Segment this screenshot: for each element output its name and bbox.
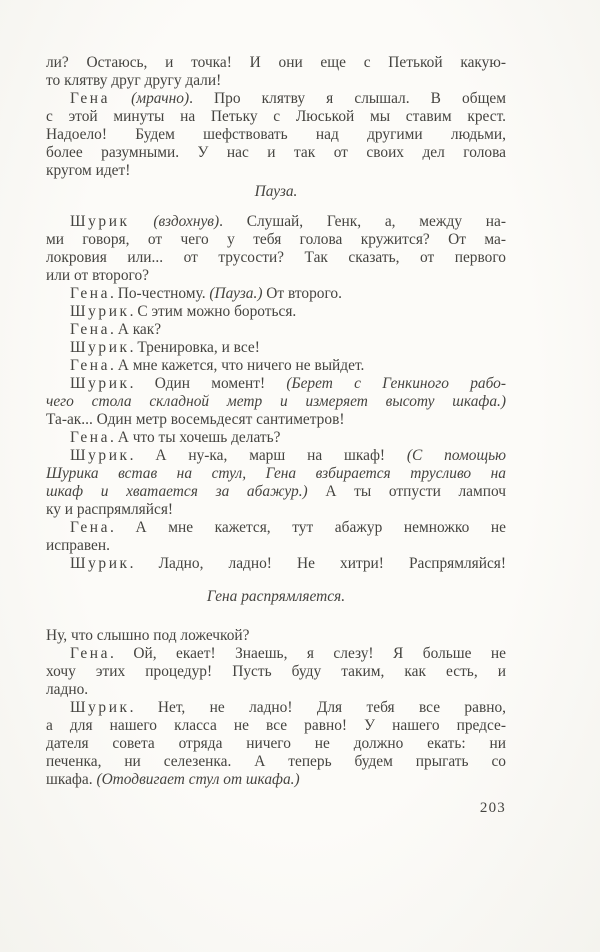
text-segment: А ты отпусти лампоч (307, 483, 506, 500)
text-segment: . Тренировка, и все! (129, 339, 260, 356)
text-segment: или от второго? (46, 267, 150, 284)
text-segment: локровия или... от трусости? Так сказать, от первого (46, 249, 506, 266)
text-line (46, 339, 506, 357)
text-segment: (Отодвигает стул от шкафа.) (96, 771, 300, 788)
text-segment: . Нет, не ладно! Для тебя все равно, (129, 699, 506, 716)
text-line (46, 357, 506, 375)
text-line (46, 303, 506, 321)
text-line (46, 411, 506, 429)
text-line (46, 483, 506, 501)
text-segment: . Один момент! (129, 375, 287, 392)
text-segment: ли? Остаюсь, и точка! И они еще с Петькой какую- (46, 54, 506, 71)
text-segment: шкаф и хватается за абажур.) (46, 483, 308, 500)
text-segment: . А как? (110, 321, 162, 338)
text-segment: Надоело! Будем шефствовать над другими людьми, (46, 126, 506, 143)
text-line (46, 681, 506, 699)
text-segment: печенка, ни селезенка. А теперь будем прыгать со (46, 753, 506, 770)
text-segment: (вздохнув) (153, 213, 220, 230)
text-segment: . А что ты хочешь делать? (110, 429, 281, 446)
speaker-name: Гена (70, 519, 111, 536)
speaker-name: Шурик (70, 447, 130, 464)
text-segment: . По-честному. (110, 285, 210, 302)
text-segment: . А ну-ка, марш на шкаф! (129, 447, 407, 464)
speaker-name: Гена (70, 645, 111, 662)
text-line (46, 555, 506, 573)
stage-direction (46, 183, 506, 201)
text-segment: (мрачно) (131, 90, 190, 107)
text-segment: дателя совета отряда ничего не должно екать: ни (46, 735, 506, 752)
text-line (46, 90, 506, 108)
text-line (46, 537, 506, 555)
text-line (46, 162, 506, 180)
text-line (46, 465, 506, 483)
text-segment: то клятву друг другу дали! (46, 72, 222, 89)
text-segment: исправен. (46, 537, 110, 554)
text-segment (110, 90, 131, 107)
text-segment: Пауза. (254, 183, 298, 200)
stage-direction (46, 588, 506, 606)
text-segment: Та-ак... Один метр восемьдесят сантиметров! (46, 411, 345, 428)
speaker-name: Шурик (70, 375, 130, 392)
text-block (46, 54, 506, 817)
text-segment: а для нашего класса не все равно! У нашего предсе- (46, 717, 506, 734)
speaker-name: Гена (70, 90, 111, 107)
text-line (46, 126, 506, 144)
text-line (46, 213, 506, 231)
text-segment: (Пауза.) (209, 285, 263, 302)
text-line (46, 144, 506, 162)
speaker-name: Гена (70, 321, 111, 338)
text-segment (130, 213, 154, 230)
text-segment: От второго. (262, 285, 342, 302)
text-line (46, 699, 506, 717)
text-line (46, 753, 506, 771)
text-line (46, 771, 506, 789)
text-line (46, 429, 506, 447)
text-segment: более разумными. У нас и так от своих дел голова (46, 144, 506, 161)
text-segment: чего стола складной метр и измеряет высоту шкафа.) (46, 393, 506, 410)
text-line (46, 285, 506, 303)
page-number: 203 (479, 800, 506, 816)
speaker-name: Шурик (70, 303, 130, 320)
text-line (46, 501, 506, 519)
text-line (46, 519, 506, 537)
text-line (46, 735, 506, 753)
text-segment: . Ой, екает! Знаешь, я слезу! Я больше не (110, 645, 506, 662)
text-segment: . С этим можно бороться. (129, 303, 297, 320)
text-line (46, 393, 506, 411)
text-line (46, 717, 506, 735)
text-segment: . Слушай, Генк, а, между на- (219, 213, 506, 230)
text-line (46, 321, 506, 339)
speaker-name: Гена (70, 429, 111, 446)
text-segment: Шурика встав на стул, Гена взбирается трусливо на (46, 465, 506, 482)
text-segment: ку и распрямляйся! (46, 501, 174, 518)
text-line (46, 627, 506, 645)
text-line (46, 447, 506, 465)
text-segment: с этой минуты на Петьку с Люськой мы ставим крест. (46, 108, 506, 125)
text-segment: . Про клятву я слышал. В общем (189, 90, 507, 107)
text-segment: Ну, что слышно под ложечкой? (46, 627, 250, 644)
text-segment: (С помощью (406, 447, 506, 464)
text-line (46, 375, 506, 393)
speaker-name: Шурик (70, 213, 130, 230)
speaker-name: Шурик (70, 699, 130, 716)
text-segment: . А мне кажется, что ничего не выйдет. (110, 357, 365, 374)
text-segment: ми говоря, от чего у тебя голова кружится? От ма- (46, 231, 506, 248)
text-line (46, 249, 506, 267)
text-segment: ладно. (46, 681, 89, 698)
speaker-name: Гена (70, 285, 111, 302)
text-segment: шкафа. (46, 771, 97, 788)
text-segment: Гена распрямляется. (206, 588, 346, 605)
text-line (46, 231, 506, 249)
text-line (46, 72, 506, 90)
text-segment: . А мне кажется, тут абажур немножко не (110, 519, 506, 536)
speaker-name: Шурик (70, 555, 130, 572)
text-segment: кругом идет! (46, 162, 131, 179)
text-line (46, 645, 506, 663)
speaker-name: Гена (70, 357, 111, 374)
text-line (46, 267, 506, 285)
text-line (46, 54, 506, 72)
text-segment: (Берет с Генкиного рабо- (286, 375, 506, 392)
text-segment: . Ладно, ладно! Не хитри! Распрямляйся! (129, 555, 506, 572)
text-line (46, 108, 506, 126)
speaker-name: Шурик (70, 339, 130, 356)
text-segment: хочу этих процедур! Пусть буду таким, как есть, и (46, 663, 506, 680)
text-line (46, 663, 506, 681)
